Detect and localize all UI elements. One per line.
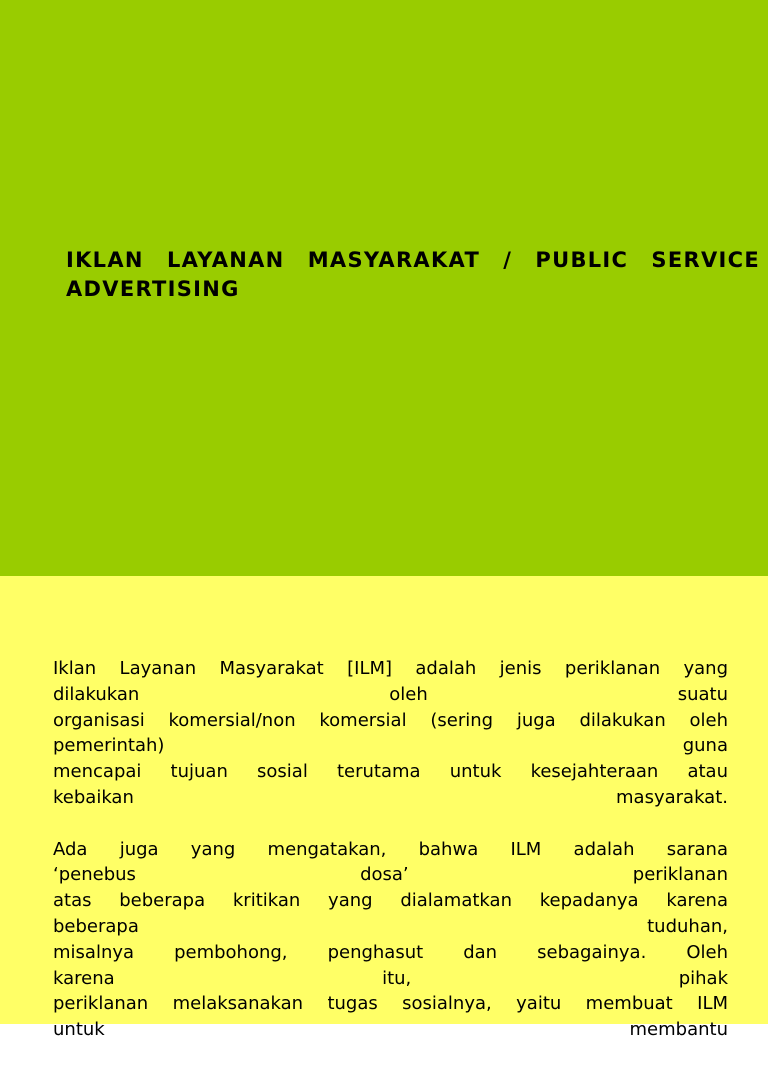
text-line: atas beberapa kritikan yang dialamatkan kepadanya karena bbox=[53, 890, 728, 912]
text-line: untuk membantu bbox=[53, 1019, 728, 1041]
text-line: kebaikan masyarakat. bbox=[53, 786, 728, 808]
text-line: Ada juga yang mengatakan, bahwa ILM adalah sarana bbox=[53, 838, 728, 860]
text-line: pemerintah) guna bbox=[53, 735, 728, 757]
text-line: misalnya pembohong, penghasut dan sebagainya. Oleh bbox=[53, 941, 728, 963]
text-line: mencapai tujuan sosial terutama untuk kesejahteraan atau bbox=[53, 761, 728, 783]
text-line: beberapa tuduhan, bbox=[53, 915, 728, 937]
title-line: IKLAN LAYANAN MASYARAKAT / PUBLIC SERVICE bbox=[66, 248, 760, 272]
slide-title bbox=[66, 246, 760, 304]
paragraph-ilm-definition bbox=[53, 656, 728, 811]
text-line: karena itu, pihak bbox=[53, 967, 728, 989]
text-line: organisasi komersial/non komersial (sering juga dilakukan oleh bbox=[53, 709, 728, 731]
text-line: Iklan Layanan Masyarakat [ILM] adalah jenis periklanan yang bbox=[53, 658, 728, 679]
paragraph-ilm-purpose bbox=[53, 837, 728, 1043]
title-line: ADVERTISING bbox=[66, 277, 240, 301]
text-line: periklanan melaksanakan tugas sosialnya, yaitu membuat ILM bbox=[53, 993, 728, 1015]
body-text bbox=[53, 656, 728, 1069]
text-line: ‘penebus dosa’ periklanan bbox=[53, 864, 728, 886]
content-section bbox=[0, 576, 768, 1041]
text-line: dilakukan oleh suatu bbox=[53, 683, 728, 705]
